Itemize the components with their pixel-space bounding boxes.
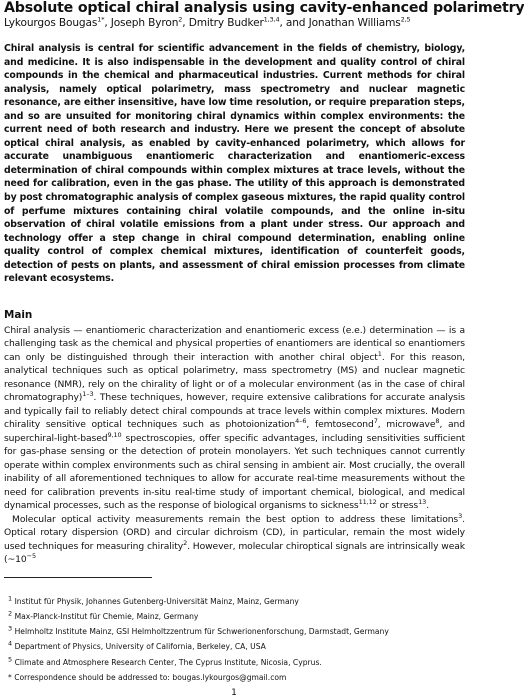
paper-title: Absolute optical chiral analysis using cavity-enhanced polarimetry: [4, 0, 524, 16]
author: Jonathan Williams: [308, 17, 401, 29]
author-affiliation: 2,5: [400, 15, 411, 24]
text-run: . For this reason, analytical techniques such as optical polarimetry, mass spectrometry (MS) and nuclear magnetic resonance (NMR), rely on the chirality of light or of a molecular environment (as in the case of chiral chromatography): [4, 351, 465, 404]
text-run: . These techniques, however, require extensive calibrations for accurate analysis and typically fail to reliably detect chiral compounds at trace levels within complex mixtures. Modern chirality sensitive optical techniques such as photoionization: [4, 392, 465, 431]
footnote-mark: 5: [8, 655, 13, 664]
text-run: .: [426, 500, 430, 512]
citation: 4–6: [295, 417, 307, 426]
citation: 13: [418, 498, 427, 507]
author-separator: ,: [104, 17, 111, 29]
body-paragraph-2: [4, 513, 465, 567]
footnote-text: Helmholtz Institute Mainz, GSI Helmholtzzentrum für Schwerionenforschung, Darmstadt, Germany: [14, 627, 389, 637]
footnote: [4, 639, 465, 654]
section-heading-main: Main: [4, 308, 33, 321]
text-run: spectroscopies, offer specific advantages, including sensitivities sufficient for gas-phase sensing or the detection of protein monolayers. Yet such techniques cannot currently operate within complex environments such as chiral sensing in ambient air. Most crucially, the overall inability of all aforementioned techniques to allow for accurate real-time measurements without the need for calibration prevents in-situ real-time study of important chemical, biological, and medical dynamical processes, such as the response of biological organisms to sickness: [4, 432, 465, 512]
citation: 9,10: [107, 430, 122, 439]
math-approx: ~10: [7, 554, 27, 566]
footnote: [4, 624, 465, 639]
author-affiliation: 1,3,4: [263, 15, 280, 24]
author: Joseph Byron: [110, 17, 179, 29]
footnote-text: Climate and Atmosphere Research Center, The Cyprus Institute, Nicosia, Cyprus.: [14, 657, 322, 667]
author-separator: , and: [279, 17, 309, 29]
footnote-mark: 1: [8, 594, 13, 603]
citation: 1–3: [82, 390, 94, 399]
citation: 1: [377, 349, 382, 358]
footnote-mark: 4: [8, 639, 13, 648]
footnote-mark: *: [8, 672, 12, 682]
footnote: [4, 594, 465, 609]
footnote: [4, 670, 465, 685]
text-run: , and superchiral-light-based: [4, 419, 465, 444]
text-run: , femtosecond: [306, 419, 374, 431]
text-run: , microwave: [377, 419, 436, 431]
footnote-rule: [4, 577, 152, 578]
author-separator: ,: [182, 17, 189, 29]
footnote-text: Max-Planck-Institut für Chemie, Mainz, Germany: [14, 612, 199, 622]
text-run: Molecular optical activity measurements remain the best option to address these limitations: [12, 513, 459, 525]
author-list: [4, 16, 465, 30]
author: Dmitry Budker: [188, 17, 264, 29]
text-run: . However, molecular chiroptical signals are intrinsically weak (: [4, 540, 465, 566]
footnote-mark: 2: [8, 609, 13, 618]
page-number: 1: [231, 688, 237, 698]
body-paragraph-1: [4, 324, 465, 513]
footnote-text: Department of Physics, University of California, Berkeley, CA, USA: [14, 642, 266, 652]
text-run: Chiral analysis — enantiomeric characterization and enantiomeric excess (e.e.) determination — is a challenging task as the chemical and physical properties of enantiomers are identical so enantiomers can only be distinguished through their interaction with another chiral object: [4, 324, 465, 363]
citation: 2: [183, 538, 188, 547]
footnote-mark: 3: [8, 624, 13, 633]
author: Lykourgos Bougas: [4, 17, 98, 29]
abstract: Chiral analysis is central for scientific advancement in the fields of chemistry, biology, and medicine. It is also indispensable in the development and quality control of chiral compounds in the chemical and pharmaceutical industries. Current methods for chiral analysis, namely optical polarimetry, mass spectrometry and nuclear magnetic resonance, are either insensitive, have low time resolution, or require preparation steps, and so are unsuited for monitoring chiral dynamics within complex environments: the current need of both research and industry. Here we present the concept of absolute optical chiral analysis, as enabled by cavity-enhanced polarimetry, which allows for accurate unambiguous enantiomeric characterization and enantiomeric-excess determination of chiral compounds within complex mixtures at trace levels, without the need for calibration, even in the gas phase. The utility of this approach is demonstrated by post chromatographic analysis of complex gaseous mixtures, the rapid quality control of perfume mixtures containing chiral volatile compounds, and the online in-situ observation of chiral volatile emissions from a plant under stress. Our approach and technology offer a step change in chiral compound determination, enabling online quality control of complex chemical mixtures, identification of counterfeit goods, detection of pests on plants, and assessment of chiral emission processes from climate relevant ecosystems.: [4, 43, 465, 285]
footnote: [4, 655, 465, 670]
text-run: . Optical rotary dispersion (ORD) and circular dichroism (CD), in particular, remain the most widely used techniques for measuring chirality: [4, 513, 465, 552]
citation: 3: [458, 511, 463, 520]
footnote: [4, 609, 465, 624]
math-exponent: −5: [26, 552, 36, 561]
footnote-text: Institut für Physik, Johannes Gutenberg-Universität Mainz, Mainz, Germany: [14, 596, 299, 606]
text-run: or stress: [376, 500, 419, 512]
citation: 7: [373, 417, 378, 426]
citation: 11,12: [358, 498, 377, 507]
author-affiliation: 1*: [97, 15, 105, 24]
footnotes: [4, 594, 465, 685]
footnote-text: Correspondence should be addressed to: bougas.lykourgos@gmail.com: [11, 672, 287, 682]
citation: 8: [435, 417, 440, 426]
author-affiliation: 2: [178, 15, 183, 24]
